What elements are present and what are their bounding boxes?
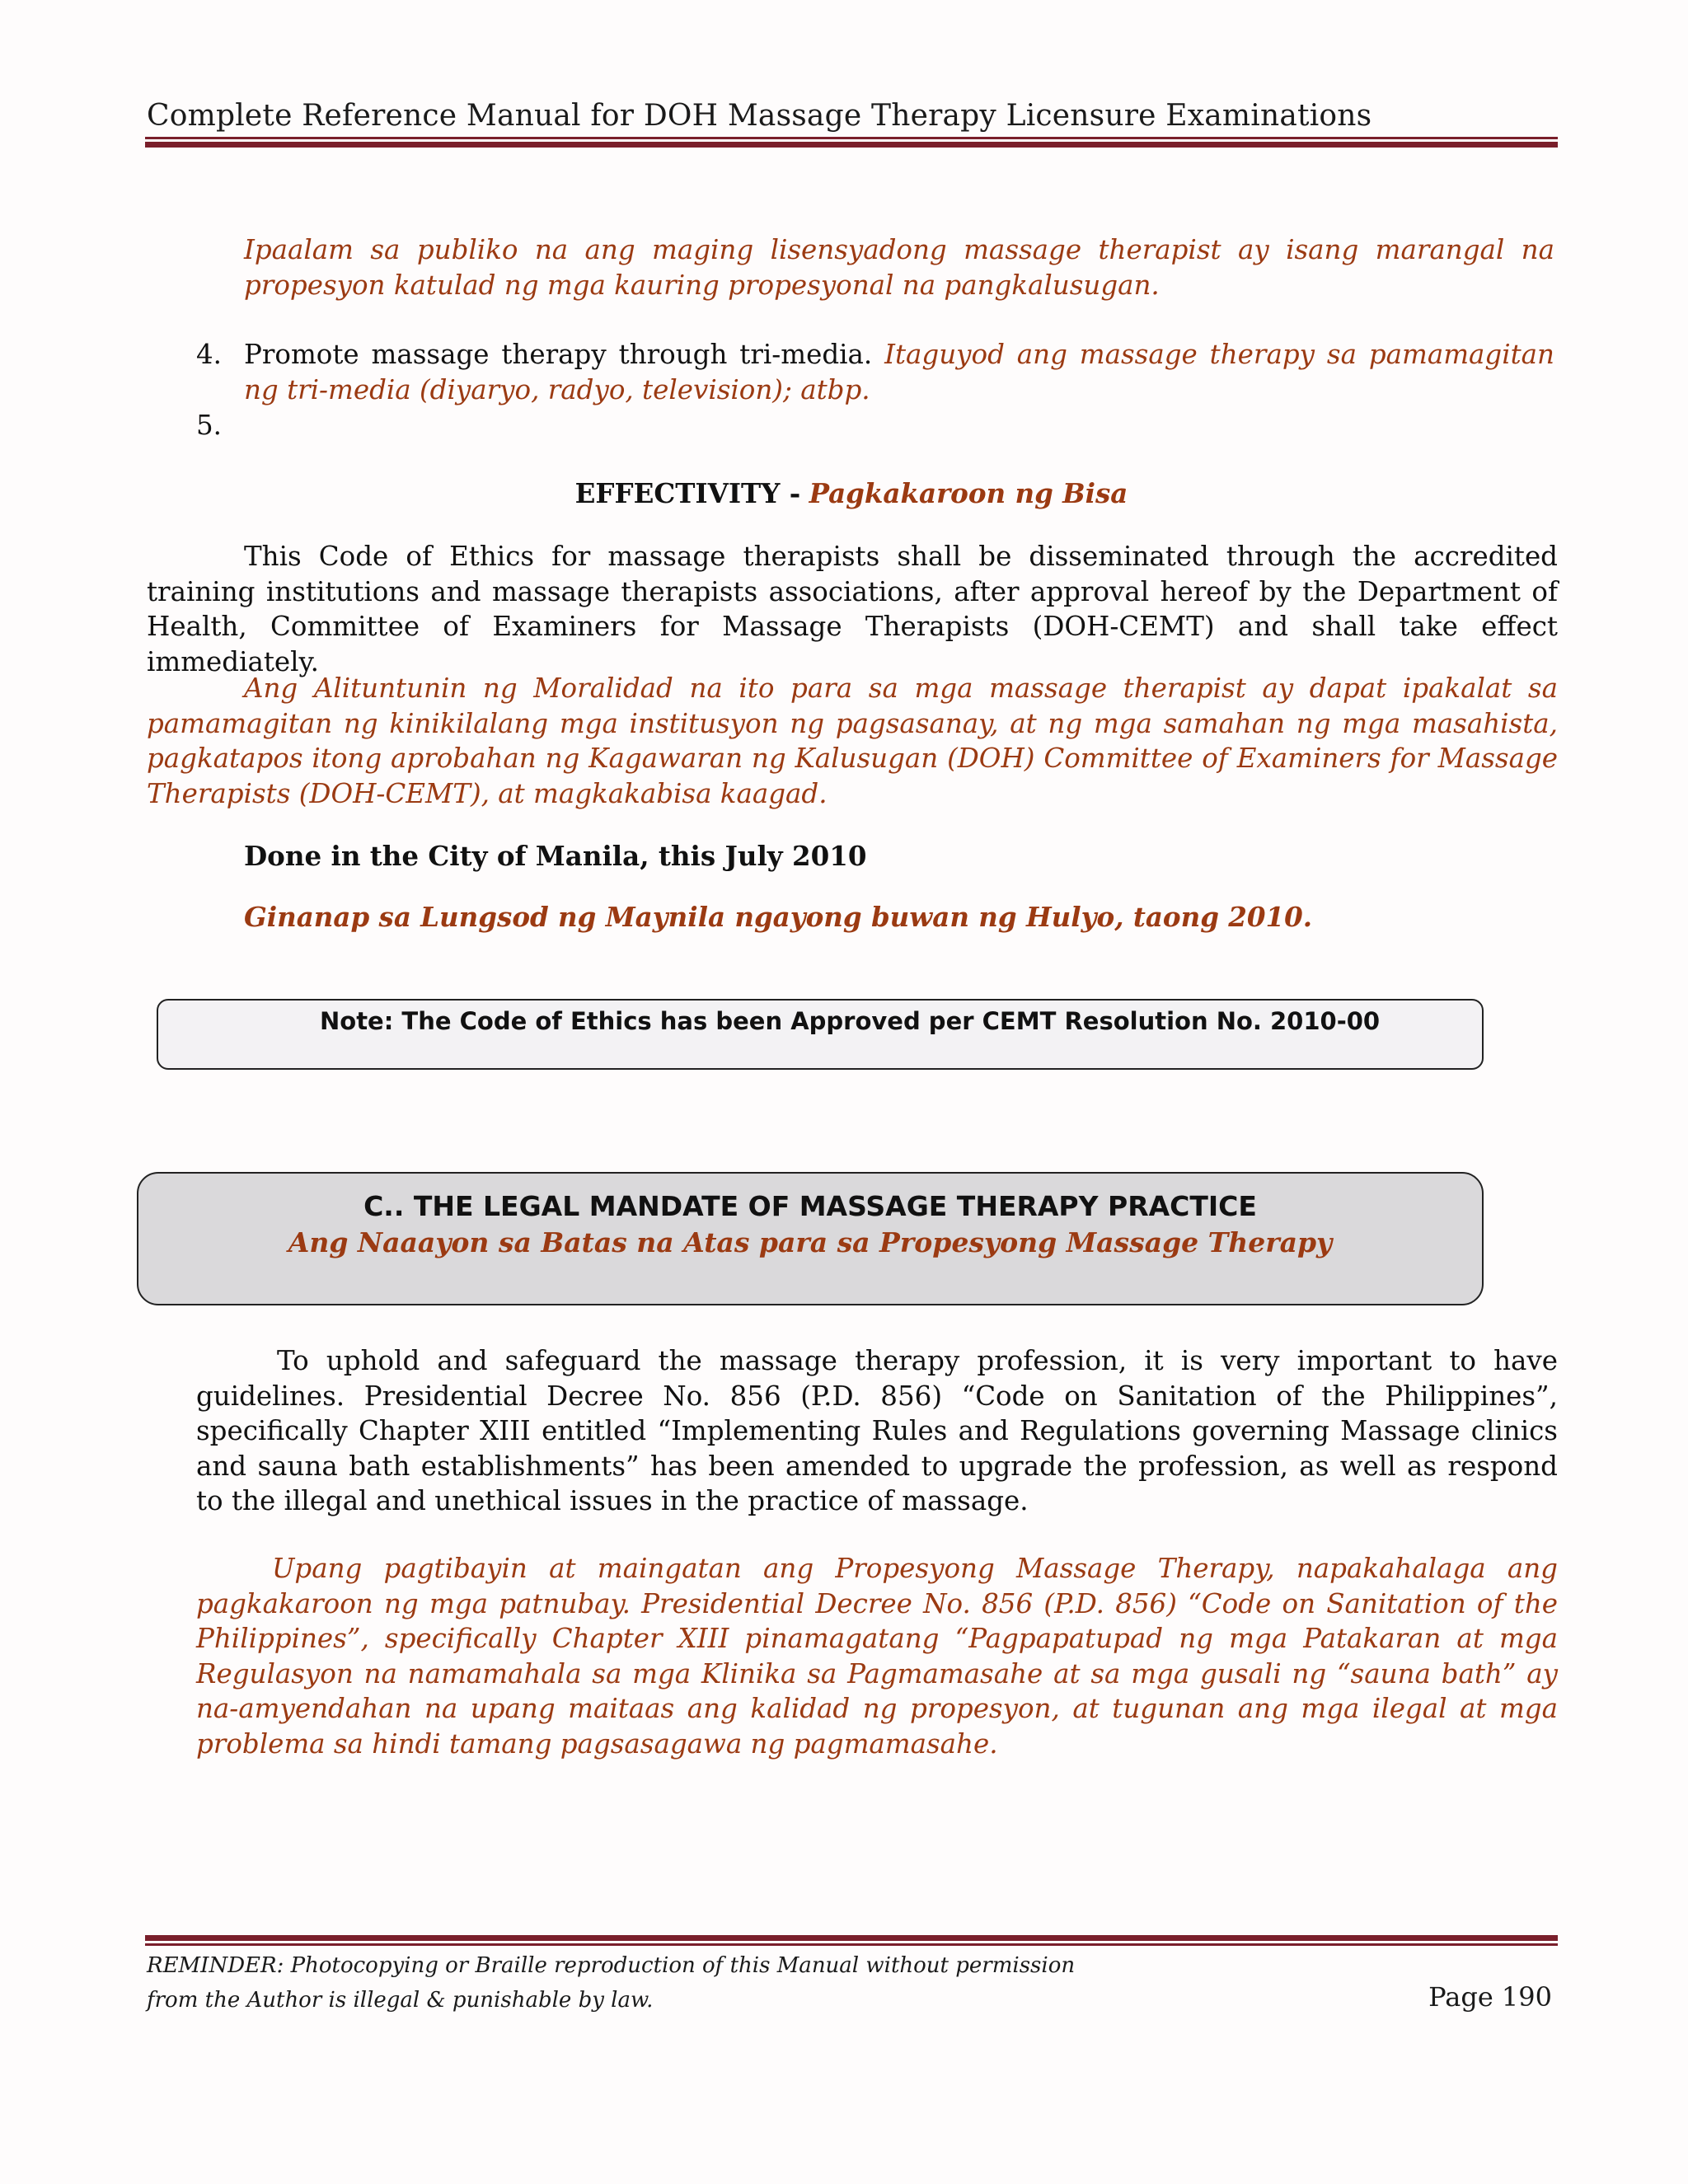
section-c-tagalog-paragraph: Upang pagtibayin at maingatan ang Propesyong Massage Therapy, napakahalaga ang pagkakaroon ng mga patnubay. Presidential Decree No. 856 (P.D. 856) “Code on Sanitation of the Philippines”, specifically Chapter XIII pinamagatang “Pagpapatupad ng mga Patakaran at mga Regulasyon na namamahala sa mga Klinika sa Pagmamasahe at sa mga gusali ng “sauna bath” ay na-amyendahan na upang maitaas ang kalidad ng propesyon, at tugunan ang mga ilegal at mga problema sa hindi tamang pagsasagawa ng pagmamasahe. <box>196 1553 1558 1760</box>
header-rule <box>145 137 1558 148</box>
effectivity-heading-english: EFFECTIVITY - <box>574 477 801 509</box>
list-number-4: 4. <box>196 339 223 370</box>
note-text: Note: The Code of Ethics has been Approved per CEMT Resolution No. 2010-00 <box>320 1007 1381 1035</box>
done-english: Done in the City of Manila, this July 2010 <box>244 840 867 872</box>
effectivity-english-paragraph: This Code of Ethics for massage therapists shall be disseminated through the accredited training institutions and massage therapists associations, after approval hereof by the Department of Health, Committee of Examiners for Massage Therapists (DOH-CEMT) and shall take effect immediately. <box>147 541 1558 677</box>
section-c-english-paragraph: To uphold and safeguard the massage therapy profession, it is very important to have guidelines. Presidential Decree No. 856 (P.D. 856) “Code on Sanitation of the Philippines”, specifically Chapter XIII entitled “Implementing Rules and Regulations governing Massage clinics and sauna bath establishments” has been amended to upgrade the profession, as well as respond to the illegal and unethical issues in the practice of massage. <box>196 1345 1558 1516</box>
list-item-4-tagalog: Itaguyod ang massage therapy sa pamamagitan ng tri-media (diyaryo, radyo, television); atbp. <box>244 339 1554 405</box>
footer-rule <box>145 1935 1558 1946</box>
page-number: Page 190 <box>1428 1981 1552 2013</box>
header-title: Complete Reference Manual for DOH Massage Therapy Licensure Examinations <box>147 99 1372 133</box>
list-number-5: 5. <box>196 410 223 441</box>
section-c-title: C.. THE LEGAL MANDATE OF MASSAGE THERAPY PRACTICE <box>363 1190 1257 1222</box>
effectivity-heading-tagalog: Pagkakaroon ng Bisa <box>809 477 1128 509</box>
effectivity-tagalog-paragraph: Ang Alituntunin ng Moralidad na ito para sa mga massage therapist ay dapat ipakalat sa pamamagitan ng kinikilalang mga institusyon ng pagsasanay, at ng mga samahan ng mga masahista, pagkatapos itong aprobahan ng Kagawaran ng Kalusugan (DOH) Committee of Examiners for Massage Therapists (DOH-CEMT), at magkakabisa kaagad. <box>147 673 1558 809</box>
effectivity-heading <box>145 476 1558 512</box>
footer-reminder-line-1: REMINDER: Photocopying or Braille reproduction of this Manual without permission <box>147 1953 1076 1978</box>
done-tagalog: Ginanap sa Lungsod ng Maynila ngayong buwan ng Hulyo, taong 2010. <box>244 901 1313 933</box>
list-item-4-english: Promote massage therapy through tri-media. <box>244 339 873 370</box>
intro-tagalog-paragraph: Ipaalam sa publiko na ang maging lisensyadong massage therapist ay isang marangal na propesyon katulad ng mga kauring propesyonal na pangkalusugan. <box>244 234 1554 301</box>
list-item-4 <box>244 337 1554 407</box>
section-c-subtitle: Ang Naaayon sa Batas na Atas para sa Propesyong Massage Therapy <box>288 1226 1333 1258</box>
footer-reminder-line-2: from the Author is illegal & punishable by law. <box>147 1988 654 2013</box>
